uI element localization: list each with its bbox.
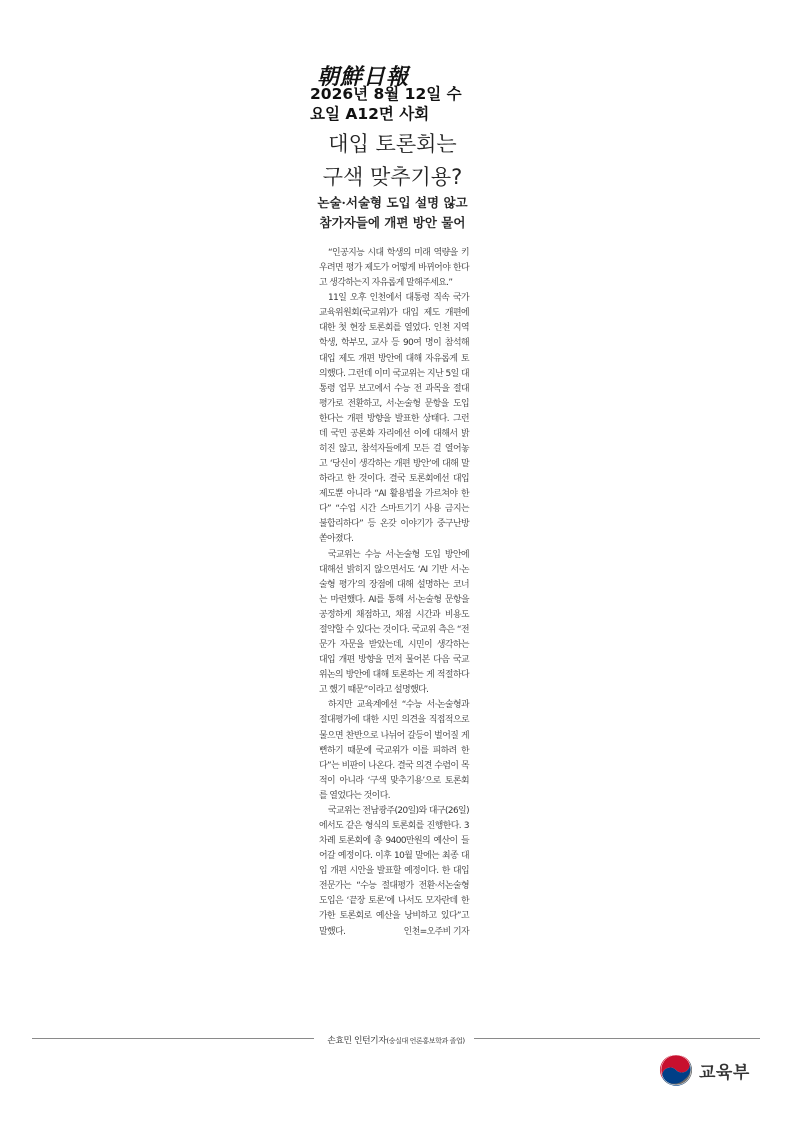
dateline	[310, 84, 480, 124]
article-subheadline	[300, 193, 485, 233]
body-paragraph-5	[319, 804, 469, 940]
article-headline	[300, 128, 485, 194]
intern-name: 손효민 인턴기자	[327, 1036, 387, 1046]
body-paragraph-5-text: 국교위는 전남광주(20일)와 대구(26일)에서도 같은 형식의 토론회를 진행한다. 3차례 토론회에 총 9400만원의 예산이 들어갈 예정이다. 이후 10월 말에는 최종 대입 개편 시안을 발표할 예정이다. 한 대입 전문가는 “수능 절대평가 전환·서논술형 도입은 ‘끝장 토론’에 나서도 모자란데 한가한 토론회로 예산을 낭비하고 있다”고 말했다.	[319, 805, 469, 937]
intern-credit	[316, 1033, 476, 1046]
body-paragraph-1: “인공지능 시대 학생의 미래 역량을 키우려면 평가 제도가 어떻게 바뀌어야 한다고 생각하는지 자유롭게 말해주세요.”	[319, 248, 469, 289]
ministry-logo	[659, 1052, 750, 1088]
dateline-line-2: 요일 A12면 사회	[310, 105, 430, 123]
dateline-line-1: 2026년 8월 12일 수	[310, 85, 462, 103]
body-paragraph-2: 11일 오후 인천에서 대통령 직속 국가교육위원회(국교위)가 대입 제도 개편에 대한 첫 현장 토론회를 열었다. 인천 지역 학생, 학부모, 교사 등 90여 명이 참석해 대입 제도 개편 방안에 대해 자유롭게 토의했다. 그런데 이미 국교위는 지난 5일 대통령 업무 보고에서 수능 전 과목을 절대평가로 전환하고, 서·논술형 문항을 도입한다는 개편 방향을 발표한 상태다. 그런데 국민 공론화 자리에선 이에 대해서 밝히진 않고, 참석자들에게 모든 걸 열어놓고 ‘당신이 생각하는 개편 방안’에 대해 말하라고 한 것이다. 결국 토론회에선 대입 제도뿐 아니라 “AI 활용법을 가르쳐야 한다” “수업 시간 스마트기기 사용 금지는 불합리하다” 등 온갖 이야기가 중구난방 쏟아졌다.	[319, 293, 469, 545]
footer-divider-right	[474, 1038, 760, 1039]
intern-school: (숭실대 언론홍보학과 졸업)	[386, 1037, 465, 1045]
headline-line-2: 구색 맞추기용?	[322, 165, 463, 189]
body-paragraph-3: 국교위는 수능 서·논술형 도입 방안에 대해선 밝히지 않으면서도 ‘AI 기반 서·논술형 평가’의 장점에 대해 설명하는 코너는 마련했다. AI를 통해 서·논술형 문항을 공정하게 채점하고, 채점 시간과 비용도 절약할 수 있다는 것이다. 국교위 측은 “전문가 자문을 받았는데, 시민이 생각하는 대입 개편 방향을 먼저 물어본 다음 국교위논의 방안에 대해 토론하는 게 적절하다고 했기 때문”이라고 설명했다.	[319, 549, 469, 696]
reporter-byline: 인천=오주비 기자	[403, 926, 469, 937]
subhead-line-2: 참가자들에 개편 방안 물어	[319, 215, 466, 230]
subhead-line-1: 논술·서술형 도입 설명 않고	[317, 195, 468, 210]
newspaper-masthead: 朝鮮日報	[317, 64, 410, 90]
article-body	[319, 246, 469, 940]
taegeuk-emblem-icon	[659, 1053, 693, 1087]
body-paragraph-4: 하지만 교육계에선 “수능 서·논술형과 절대평가에 대한 시민 의견을 직접적으로 물으면 찬반으로 나뉘어 갈등이 벌어질 게 뻔하기 때문에 국교위가 이를 피하려 한다”는 비판이 나온다. 결국 의견 수렴이 목적이 아니라 ‘구색 맞추기용’으로 토론회를 열었다는 것이다.	[319, 700, 469, 801]
footer-divider-left	[32, 1038, 314, 1039]
ministry-name: 교육부	[699, 1062, 750, 1083]
headline-line-1: 대입 토론회는	[328, 132, 457, 156]
